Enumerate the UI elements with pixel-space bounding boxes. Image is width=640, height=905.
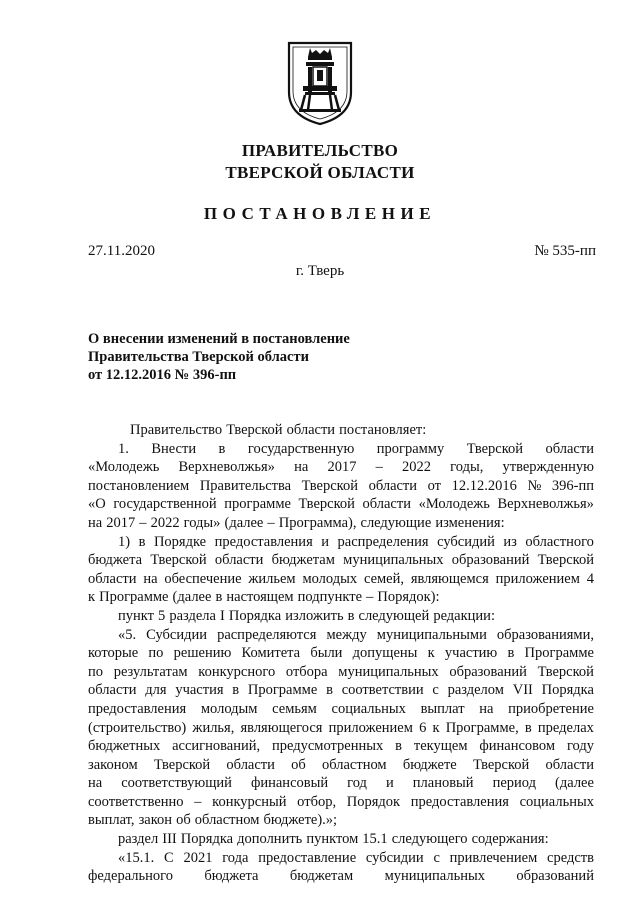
word: в (395, 738, 402, 755)
word: субсидий (437, 533, 495, 550)
word: Тверской (153, 756, 211, 773)
word: пунктом (306, 831, 359, 848)
word: в (507, 645, 515, 662)
word: «Молодежь (418, 496, 490, 513)
paragraph-line (88, 421, 594, 440)
word: отбора (285, 663, 328, 680)
word: постановлением (88, 477, 190, 494)
paragraph-line (88, 681, 594, 700)
word: являющегося (240, 719, 323, 736)
word: соответственно (88, 793, 184, 810)
word: Порядка (541, 682, 594, 699)
tver-coat-of-arms-icon (286, 40, 354, 126)
document-type: ПОСТАНОВЛЕНИЕ (203, 204, 437, 223)
word: на (88, 514, 103, 531)
word: областного (525, 533, 594, 550)
word: Внести (151, 440, 197, 457)
word: (строительство) (88, 719, 187, 736)
word: с (433, 849, 440, 866)
word: Порядок): (377, 589, 440, 606)
word: соответствии (341, 682, 424, 699)
word: жильем (248, 570, 296, 587)
word: и (321, 533, 330, 550)
word: Программе (99, 589, 169, 606)
paragraph-line (88, 570, 594, 589)
word: в (138, 533, 146, 550)
word: конкурсный (212, 793, 287, 810)
word: год (347, 775, 367, 792)
paragraph-line (88, 495, 594, 514)
word: 1. (118, 440, 129, 457)
word: об (176, 812, 191, 829)
word: в (215, 589, 223, 606)
word: об (291, 756, 306, 773)
word: образованиями, (496, 626, 594, 643)
word: семьям (272, 700, 317, 717)
word: I (220, 607, 225, 624)
word: следующие (360, 514, 432, 531)
word: приложением (328, 719, 413, 736)
word: Тверской (472, 756, 530, 773)
word: распределения (337, 533, 429, 550)
word: на (88, 775, 103, 792)
word: муниципальными (376, 626, 487, 643)
word: программу (376, 440, 445, 457)
word: Тверской (537, 663, 594, 680)
word: Программа), (278, 514, 357, 531)
paragraph-line (88, 719, 594, 738)
word: для (145, 682, 167, 699)
word: Субсидии (146, 626, 208, 643)
word: Порядка (228, 607, 282, 624)
word: настоящем (226, 589, 294, 606)
word: года (222, 849, 249, 866)
word: образований (516, 868, 594, 885)
word: областном (321, 756, 387, 773)
paragraph-line (88, 849, 594, 868)
word: бюджета (204, 868, 259, 885)
word: приложением (495, 570, 580, 587)
word: Тверской (301, 477, 358, 494)
word: решению (173, 645, 232, 662)
word: 2017 (106, 514, 136, 531)
word: – (375, 459, 383, 476)
word: разделом (447, 682, 504, 699)
word: 2022 (402, 459, 431, 476)
word: Тверской (466, 440, 524, 457)
word: (далее (172, 589, 212, 606)
word: предоставления (410, 793, 509, 810)
word: следующей (358, 607, 430, 624)
word: дополнить (237, 831, 303, 848)
document-number: № 535-пп (534, 243, 596, 259)
word: между (326, 626, 367, 643)
word: следующего (391, 831, 468, 848)
word: годы» (183, 514, 221, 531)
paragraph-line (88, 756, 594, 775)
word: № (527, 477, 542, 494)
word: к (427, 645, 435, 662)
word: образований (451, 552, 530, 569)
word: утвержденную (502, 459, 594, 476)
word: VII (512, 682, 533, 699)
paragraph-line (88, 458, 594, 477)
title-line: О внесении изменений в постановление (88, 331, 350, 347)
word: области (368, 477, 418, 494)
word: 2021 (183, 849, 213, 866)
word: муниципальных (338, 663, 439, 680)
word: бюджетам (271, 552, 335, 569)
word: 1) (118, 533, 131, 550)
word: пункт (118, 607, 154, 624)
word: бюджета (88, 552, 143, 569)
word: раздел (118, 831, 159, 848)
word: III (162, 831, 177, 848)
document-date: 27.11.2020 (88, 243, 155, 259)
word: в (326, 682, 333, 699)
word: – (139, 514, 147, 531)
word: области (286, 422, 336, 438)
paragraph-line (88, 663, 594, 682)
word: области (545, 756, 594, 773)
word: результатам (113, 663, 188, 680)
word: социальных (519, 793, 594, 810)
word: отбор, (297, 793, 337, 810)
word: «5. (118, 626, 137, 643)
paragraph-line (88, 737, 594, 756)
word: по (148, 645, 164, 662)
paragraph-line (88, 551, 594, 570)
word: участию (444, 645, 498, 662)
word: – (366, 589, 374, 606)
word: федерального (88, 868, 173, 885)
word: Комитета (241, 645, 301, 662)
word: Тверской (537, 552, 594, 569)
word: соответствующий (121, 775, 232, 792)
word: Программе, (445, 719, 519, 736)
word: раздела (169, 607, 216, 624)
paragraph-line (88, 700, 594, 719)
word: (далее (555, 775, 594, 792)
word: в (232, 682, 240, 699)
word: Порядке (153, 533, 207, 550)
word: закон (138, 812, 173, 829)
paragraph-line (88, 867, 594, 886)
word: (далее (224, 514, 264, 531)
organization-name-line1: ПРАВИТЕЛЬСТВО (241, 141, 399, 160)
word: приобретение (508, 700, 594, 717)
word: областном (194, 812, 260, 829)
paragraph-line (88, 626, 594, 645)
paragraph-line (88, 830, 594, 849)
word: постановляет: (339, 422, 427, 438)
word: «Молодежь (88, 459, 160, 476)
word: Правительство (130, 422, 223, 438)
word: бюджете (402, 756, 457, 773)
word: в (524, 719, 532, 736)
word: участия (175, 682, 224, 699)
paragraph-line (88, 793, 594, 812)
word: Тверской (150, 552, 207, 569)
word: средств (547, 849, 594, 866)
document-city: г. Тверь (295, 263, 345, 279)
word: предоставление (258, 849, 357, 866)
document-title (88, 330, 408, 384)
word: годы, (450, 459, 484, 476)
word: изменения: (435, 514, 505, 531)
paragraph-line (88, 514, 594, 533)
word: текущем (413, 738, 468, 755)
word: «О (88, 496, 106, 513)
word: которые (88, 645, 139, 662)
word: области (545, 440, 594, 457)
word: 6 (419, 719, 427, 736)
word: государственную (247, 440, 355, 457)
word: плановый (412, 775, 474, 792)
word: на (143, 570, 158, 587)
word: конкурсного (198, 663, 276, 680)
word: были (310, 645, 343, 662)
paragraph-line (88, 774, 594, 793)
word: области (214, 552, 264, 569)
word: Верхневолжья» (178, 459, 275, 476)
word: по (88, 663, 104, 680)
word: бюджетам (289, 868, 354, 885)
title-line: от 12.12.2016 № 396-пп (88, 367, 237, 383)
word: 4 (586, 570, 594, 587)
word: молодым (200, 700, 258, 717)
word: обеспечение (164, 570, 242, 587)
organization-name-line2: ТВЕРСКОЙ ОБЛАСТИ (225, 163, 415, 182)
word: от (427, 477, 442, 494)
word: Программе (524, 645, 594, 662)
paragraph-line (88, 644, 594, 663)
word: редакции: (433, 607, 495, 624)
paragraph-line (88, 588, 594, 607)
paragraph-line (88, 607, 594, 626)
word: области (362, 496, 411, 513)
word: муниципальных (384, 868, 485, 885)
word: к (432, 719, 440, 736)
word: финансовый (250, 775, 329, 792)
word: социальных (331, 700, 406, 717)
word: изложить (285, 607, 344, 624)
word: 2022 (150, 514, 180, 531)
word: – (267, 514, 275, 531)
word: к (88, 589, 96, 606)
word: содержания: (471, 831, 549, 848)
document-body (88, 421, 594, 886)
word: распределяются (217, 626, 317, 643)
word: «15.1. (118, 849, 155, 866)
word: выплат (420, 700, 465, 717)
word: на (479, 700, 494, 717)
word: финансовом (479, 738, 556, 755)
word: государственной (113, 496, 217, 513)
word: пределах (537, 719, 594, 736)
word: являющемся (410, 570, 489, 587)
word: бюджете).»; (263, 812, 338, 829)
word: допущены (352, 645, 418, 662)
word: предоставления (88, 700, 187, 717)
word: программе (224, 496, 291, 513)
word: субсидии (365, 849, 424, 866)
title-line: Правительства Тверской области (88, 349, 309, 365)
word: семей, (363, 570, 404, 587)
word: Программе (247, 682, 318, 699)
word: бюджетных (88, 738, 161, 755)
word: году (566, 738, 594, 755)
word: 12.12.2016 (451, 477, 517, 494)
word: области (88, 570, 137, 587)
word: в (218, 440, 226, 457)
word: 2017 (327, 459, 357, 476)
word: Порядка (180, 831, 234, 848)
word: Верхневолжья» (497, 496, 594, 513)
word: законом (88, 756, 138, 773)
word: муниципальных (343, 552, 444, 569)
word: 5 (158, 607, 166, 624)
word: С (164, 849, 174, 866)
word: Правительства (199, 477, 292, 494)
word: предоставления (214, 533, 313, 550)
word: молодых (302, 570, 358, 587)
word: образований (449, 663, 527, 680)
word: подпункте (297, 589, 363, 606)
word: и (385, 775, 394, 792)
word: с (432, 682, 439, 699)
word: на (294, 459, 309, 476)
word: из (503, 533, 517, 550)
word: жилья, (192, 719, 235, 736)
paragraph-line (88, 811, 594, 830)
word: ассигнований, (172, 738, 261, 755)
word: предусмотренных (271, 738, 384, 755)
word: Тверской (226, 422, 283, 438)
word: период (492, 775, 537, 792)
word: привлечением (449, 849, 538, 866)
paragraph-line (88, 440, 594, 459)
word: области (226, 756, 275, 773)
paragraph-line (88, 477, 594, 496)
paragraph-line (88, 533, 594, 552)
word: области (88, 682, 137, 699)
word: в (347, 607, 355, 624)
word: Тверской (298, 496, 355, 513)
word: 396-пп (551, 477, 594, 494)
word: 15.1 (362, 831, 388, 848)
word: Порядок (346, 793, 401, 810)
word: – (194, 793, 202, 810)
word: выплат, (88, 812, 135, 829)
